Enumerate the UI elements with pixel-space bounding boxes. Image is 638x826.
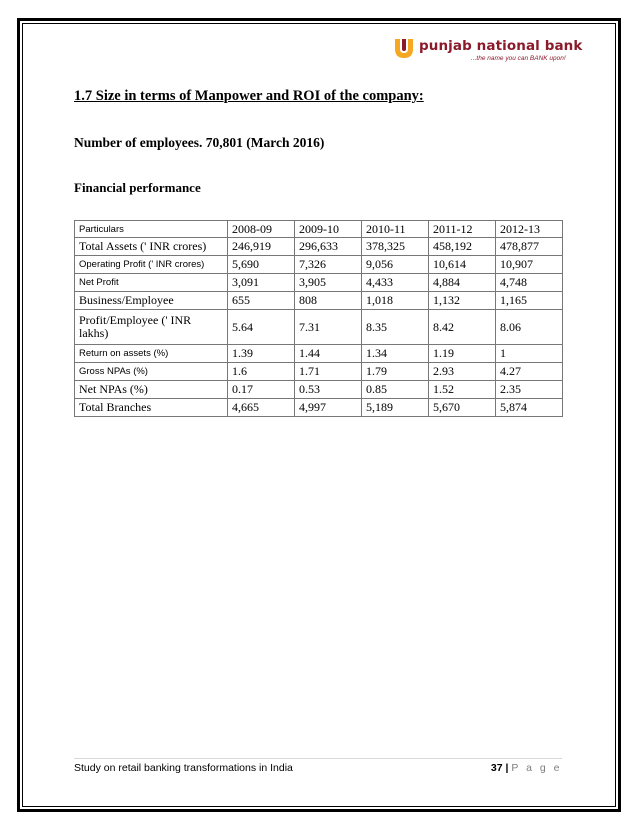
table-row-label: Net NPAs (%) bbox=[75, 381, 228, 399]
table-cell: 1.71 bbox=[295, 363, 362, 381]
table-header-row bbox=[75, 221, 563, 238]
table-cell: 4,665 bbox=[228, 399, 295, 417]
table-cell: 0.17 bbox=[228, 381, 295, 399]
table-row-label: Return on assets (%) bbox=[75, 345, 228, 363]
table-cell: 5,189 bbox=[362, 399, 429, 417]
table-cell: 1,165 bbox=[496, 292, 563, 310]
page-number: 37 bbox=[490, 762, 503, 774]
table-row bbox=[75, 310, 563, 345]
table-cell: 1.34 bbox=[362, 345, 429, 363]
table-row bbox=[75, 399, 563, 417]
table-cell: 7,326 bbox=[295, 256, 362, 274]
table-row bbox=[75, 238, 563, 256]
table-cell: 1,132 bbox=[429, 292, 496, 310]
table-cell: 1.19 bbox=[429, 345, 496, 363]
table-cell: 3,091 bbox=[228, 274, 295, 292]
table-row-label: Operating Profit (' INR crores) bbox=[75, 256, 228, 274]
table-cell: 0.85 bbox=[362, 381, 429, 399]
table-cell: 5,690 bbox=[228, 256, 295, 274]
table-row-label: Business/Employee bbox=[75, 292, 228, 310]
bank-logo-tagline: ...the name you can BANK upon! bbox=[471, 55, 566, 62]
table-cell: 1.79 bbox=[362, 363, 429, 381]
table-cell: 1.6 bbox=[228, 363, 295, 381]
table-cell: 8.42 bbox=[429, 310, 496, 345]
table-cell: 8.35 bbox=[362, 310, 429, 345]
table-cell: 1.44 bbox=[295, 345, 362, 363]
table-cell: 458,192 bbox=[429, 238, 496, 256]
table-row-label: Total Branches bbox=[75, 399, 228, 417]
table-cell: 5,670 bbox=[429, 399, 496, 417]
table-cell: 4.27 bbox=[496, 363, 563, 381]
table-header-cell: 2011-12 bbox=[429, 221, 496, 238]
table-cell: 10,907 bbox=[496, 256, 563, 274]
table-row-label: Total Assets (' INR crores) bbox=[75, 238, 228, 256]
bank-logo bbox=[389, 36, 583, 70]
employees-text: Number of employees. 70,801 (March 2016) bbox=[74, 135, 325, 150]
financial-performance-table bbox=[74, 220, 563, 417]
footer-divider bbox=[74, 758, 562, 759]
page-word: P a g e bbox=[511, 762, 562, 774]
table-header-cell: 2008-09 bbox=[228, 221, 295, 238]
table-cell: 655 bbox=[228, 292, 295, 310]
table-cell: 4,433 bbox=[362, 274, 429, 292]
table-cell: 4,997 bbox=[295, 399, 362, 417]
table-cell: 5,874 bbox=[496, 399, 563, 417]
table-cell: 808 bbox=[295, 292, 362, 310]
table-cell: 9,056 bbox=[362, 256, 429, 274]
table-header-cell: 2009-10 bbox=[295, 221, 362, 238]
table-cell: 1,018 bbox=[362, 292, 429, 310]
table-cell: 296,633 bbox=[295, 238, 362, 256]
table-cell: 5.64 bbox=[228, 310, 295, 345]
table-header-cell: 2010-11 bbox=[362, 221, 429, 238]
table-cell: 478,877 bbox=[496, 238, 563, 256]
table-row bbox=[75, 345, 563, 363]
table-cell: 10,614 bbox=[429, 256, 496, 274]
table-cell: 246,919 bbox=[228, 238, 295, 256]
table-cell: 2.35 bbox=[496, 381, 563, 399]
table-cell: 1 bbox=[496, 345, 563, 363]
table-cell: 2.93 bbox=[429, 363, 496, 381]
table-cell: 4,884 bbox=[429, 274, 496, 292]
table-cell: 8.06 bbox=[496, 310, 563, 345]
footer-document-title: Study on retail banking transformations in India bbox=[74, 762, 293, 774]
footer-page-number bbox=[491, 762, 562, 774]
table-cell: 378,325 bbox=[362, 238, 429, 256]
table-row bbox=[75, 274, 563, 292]
table-row-label: Net Profit bbox=[75, 274, 228, 292]
table-row-label: Gross NPAs (%) bbox=[75, 363, 228, 381]
table-cell: 1.39 bbox=[228, 345, 295, 363]
bank-logo-name: punjab national bank bbox=[419, 38, 583, 54]
table-header-cell: 2012-13 bbox=[496, 221, 563, 238]
section-heading: 1.7 Size in terms of Manpower and ROI of the company: bbox=[74, 88, 424, 104]
financial-performance-title: Financial performance bbox=[74, 180, 201, 195]
table-row bbox=[75, 363, 563, 381]
table-header-cell: Particulars bbox=[75, 221, 228, 238]
table-cell: 1.52 bbox=[429, 381, 496, 399]
table-cell: 3,905 bbox=[295, 274, 362, 292]
page-separator: | bbox=[505, 762, 509, 774]
bank-logo-icon bbox=[391, 36, 417, 62]
table-cell: 4,748 bbox=[496, 274, 563, 292]
table-row bbox=[75, 292, 563, 310]
table-row bbox=[75, 381, 563, 399]
table-cell: 0.53 bbox=[295, 381, 362, 399]
table-cell: 7.31 bbox=[295, 310, 362, 345]
table-row-label: Profit/Employee (' INR lakhs) bbox=[75, 310, 228, 345]
table-row bbox=[75, 256, 563, 274]
